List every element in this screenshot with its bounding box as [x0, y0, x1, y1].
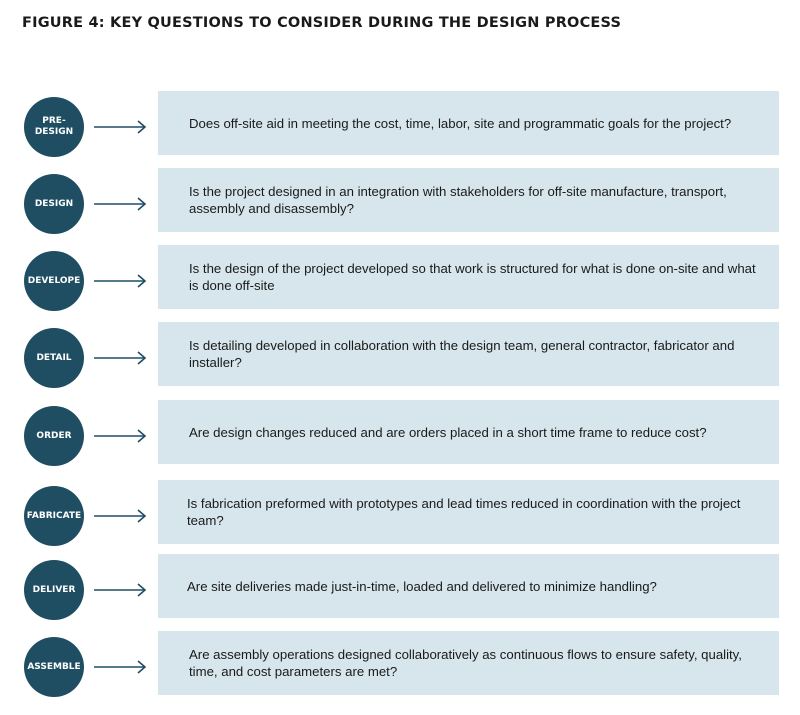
stage-circle: ORDER — [24, 406, 84, 466]
question-box — [158, 168, 779, 232]
question-text: Does off-site aid in meeting the cost, time, labor, site and programmatic goals for the project? — [189, 115, 732, 131]
right-arrow-icon — [94, 119, 148, 135]
stage-circle: DESIGN — [24, 174, 84, 234]
question-box — [158, 631, 779, 695]
stage-row-deliver — [0, 560, 800, 630]
right-arrow-icon — [94, 273, 148, 289]
question-text: Are site deliveries made just-in-time, loaded and delivered to minimize handling? — [187, 578, 657, 594]
question-text: Is the design of the project developed so that work is structured for what is done on-site and what is done off-site — [189, 261, 756, 293]
figure-title: FIGURE 4: KEY QUESTIONS TO CONSIDER DURING THE DESIGN PROCESS — [22, 15, 622, 31]
stage-circle: DEVELOPE — [24, 251, 84, 311]
question-box — [158, 480, 779, 544]
question-box — [158, 322, 779, 386]
question-box — [158, 554, 779, 618]
stage-row-pre-design — [0, 97, 800, 167]
stage-circle: FABRICATE — [24, 486, 84, 546]
question-text: Is detailing developed in collaboration with the design team, general contractor, fabricator and installer? — [189, 338, 735, 370]
stage-circle: DELIVER — [24, 560, 84, 620]
stage-row-develope — [0, 251, 800, 321]
question-text: Is fabrication preformed with prototypes and lead times reduced in coordination with the project team? — [187, 496, 741, 528]
right-arrow-icon — [94, 350, 148, 366]
right-arrow-icon — [94, 196, 148, 212]
question-text: Is the project designed in an integration with stakeholders for off-site manufacture, transport, assembly and disassembly? — [189, 184, 727, 216]
question-box — [158, 91, 779, 155]
stage-row-detail — [0, 328, 800, 398]
stage-circle: DETAIL — [24, 328, 84, 388]
right-arrow-icon — [94, 428, 148, 444]
right-arrow-icon — [94, 659, 148, 675]
right-arrow-icon — [94, 508, 148, 524]
question-box — [158, 245, 779, 309]
question-text: Are assembly operations designed collaboratively as continuous flows to ensure safety, quality, time, and cost parameters are met? — [189, 647, 742, 679]
question-box — [158, 400, 779, 464]
stage-circle: PRE- DESIGN — [24, 97, 84, 157]
right-arrow-icon — [94, 582, 148, 598]
stage-circle: ASSEMBLE — [24, 637, 84, 697]
question-text: Are design changes reduced and are orders placed in a short time frame to reduce cost? — [189, 424, 707, 440]
stage-row-design — [0, 174, 800, 244]
stage-row-order — [0, 406, 800, 476]
stage-row-assemble — [0, 637, 800, 707]
stage-row-fabricate — [0, 486, 800, 556]
